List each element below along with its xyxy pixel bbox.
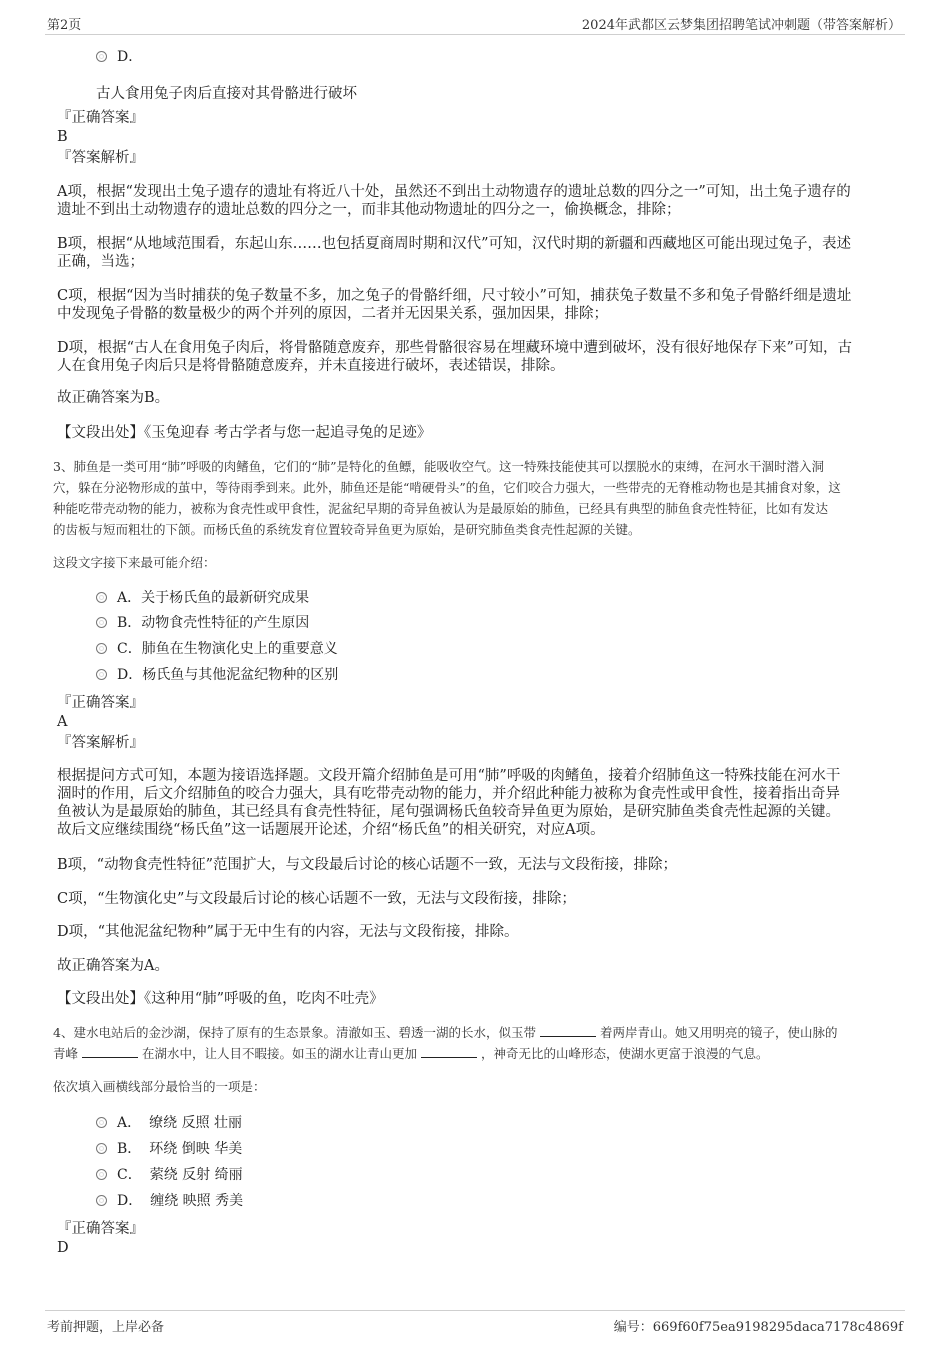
footer-slogan: 考前押题，上岸必备: [47, 1320, 165, 1335]
q3-conclusion: 故正确答案为A。: [57, 958, 169, 974]
q2-source: 【文段出处】《玉兔迎春 考古学者与您一起追寻兔的足迹》: [57, 425, 432, 441]
q3-analysis-main: 根据提问方式可知，本题为接语选择题。文段开篇介绍肺鱼是可用“肺”呼吸的肉鳍鱼，接着介绍肺鱼这一特殊技能在河水干 涸时的作用，后文介绍肺鱼的咬合力强大，具有吃带壳动物的能力，并介绍此种能力被称为食壳性或甲食性，接着指出奇异 鱼被认为是最原始的肺鱼，其已经具有食壳性特征，尾句强调杨氏鱼较奇异鱼更为原始，是研究肺鱼类食壳性起源的关键。 故后文应继续围绕“杨氏鱼”这一话题展开论述，介绍“杨氏鱼”的相关研究，对应A项。: [57, 768, 841, 838]
q4-passage: 4、建水电站后的金沙湖，保持了原有的生态景象。清澈如玉、碧透一湖的长水，似玉带 着两岸青山。她又用明亮的镜子，使山脉的 青峰 在湖水中，让人目不暇接。如玉的湖水让青山更加 ，神奇无比的山峰形态，使湖水更富于浪漫的气息。: [53, 1025, 838, 1061]
page-number: 第2页: [47, 18, 82, 33]
q3-analysis-c: C项，“生物演化史”与文段最后讨论的核心话题不一致，无法与文段衔接，排除；: [57, 891, 576, 907]
radio-icon[interactable]: [96, 1169, 107, 1180]
q4-option-c[interactable]: C． 萦绕 反射 绮丽: [96, 1166, 243, 1184]
page-header: [45, 12, 905, 35]
q3-source: 【文段出处】《这种用“肺”呼吸的鱼，吃肉不吐壳》: [57, 991, 384, 1007]
q2-analysis-d: D项，根据“古人在食用兔子肉后，将骨骼随意废弃，那些骨骼很容易在埋藏环境中遭到破坏，没有很好地保存下来”可知，古 人在食用兔子肉后只是将骨骼随意废弃，并未直接进行破坏，表述错误，排除。: [57, 340, 852, 374]
document-id: 编号：669f60f75ea9198295daca7178c4869f: [613, 1320, 903, 1335]
q3-passage: 3、肺鱼是一类可用“肺”呼吸的肉鳍鱼，它们的“肺”是特化的鱼鳔，能吸收空气。这一特殊技能使其可以摆脱水的束缚，在河水干涸时潜入洞 穴，躲在分泌物形成的茧中，等待雨季到来。此外，肺鱼还是能“啃硬骨头”的鱼，它们咬合力强大，一些带壳的无脊椎动物也是其捕食对象，这 种能吃带壳动物的能力，被称为食壳性或甲食性，泥盆纪早期的奇异鱼被认为是最原始的肺鱼，已经具有典型的肺鱼食壳性特征，比如有发达 的齿板与短而粗壮的下颌。而杨氏鱼的系统发育位置较奇异鱼更为原始，是研究肺鱼类食壳性起源的关键。: [53, 459, 841, 537]
q2-option-d-text: 古人食用兔子肉后直接对其骨骼进行破坏: [96, 86, 357, 102]
q2-correct-label: 『正确答案』: [57, 110, 144, 126]
radio-icon[interactable]: [96, 643, 107, 654]
q4-option-b[interactable]: B． 环绕 倒映 华美: [96, 1140, 242, 1158]
q2-analysis-b: B项，根据“从地域范围看，东起山东……也包括夏商周时期和汉代”可知，汉代时期的新疆和西藏地区可能出现过兔子，表述 正确，当选；: [57, 236, 851, 270]
q3-analysis-d: D项，“其他泥盆纪物种”属于无中生有的内容，无法与文段衔接，排除。: [57, 924, 519, 940]
radio-icon[interactable]: [96, 1143, 107, 1154]
q4-correct-label: 『正确答案』: [57, 1221, 144, 1237]
radio-icon[interactable]: [96, 592, 107, 603]
fill-blank-3: [421, 1045, 477, 1058]
page-footer: [45, 1310, 905, 1335]
q4-option-d[interactable]: D． 缠绕 映照 秀美: [96, 1192, 243, 1210]
q4-correct-value: D: [57, 1240, 69, 1256]
document-title: 2024年武都区云梦集团招聘笔试冲刺题（带答案解析）: [581, 18, 901, 33]
q3-question: 这段文字接下来最可能介绍：: [53, 555, 216, 570]
q2-conclusion: 故正确答案为B。: [57, 390, 170, 406]
q3-analysis-label: 『答案解析』: [57, 735, 144, 751]
q3-option-c[interactable]: C．肺鱼在生物演化史上的重要意义: [96, 640, 338, 658]
q4-option-a[interactable]: A． 缭绕 反照 壮丽: [96, 1114, 242, 1132]
q2-option-d[interactable]: D．: [96, 48, 142, 66]
q3-option-a[interactable]: A．关于杨氏鱼的最新研究成果: [96, 589, 309, 607]
q3-correct-value: A: [57, 714, 68, 730]
radio-icon[interactable]: [96, 617, 107, 628]
q2-analysis-c: C项，根据“因为当时捕获的兔子数量不多，加之兔子的骨骼纤细，尺寸较小”可知，捕获兔子数量不多和兔子骨骼纤细是遗址 中发现兔子骨骼的数量极少的两个并列的原因，二者并无因果关系，强加因果，排除；: [57, 288, 852, 322]
q4-question: 依次填入画横线部分最恰当的一项是：: [53, 1079, 266, 1094]
q2-analysis-a: A项，根据“发现出土兔子遗存的遗址有将近八十处，虽然还不到出土动物遗存的遗址总数的四分之一”可知，出土兔子遗存的 遗址不到出土动物遗存的遗址总数的四分之一，而非其他动物遗址的四分之一，偷换概念，排除；: [57, 184, 851, 218]
radio-icon[interactable]: [96, 1195, 107, 1206]
radio-icon[interactable]: [96, 669, 107, 680]
q3-analysis-b: B项，“动物食壳性特征”范围扩大，与文段最后讨论的核心话题不一致，无法与文段衔接，排除；: [57, 857, 677, 873]
q3-option-d[interactable]: D．杨氏鱼与其他泥盆纪物种的区别: [96, 666, 338, 684]
fill-blank-2: [82, 1045, 138, 1058]
radio-icon[interactable]: [96, 51, 107, 62]
q2-analysis-label: 『答案解析』: [57, 150, 144, 166]
fill-blank-1: [540, 1024, 596, 1037]
radio-icon[interactable]: [96, 1117, 107, 1128]
q3-option-b[interactable]: B．动物食壳性特征的产生原因: [96, 614, 309, 632]
q3-correct-label: 『正确答案』: [57, 695, 144, 711]
q2-correct-value: B: [57, 129, 68, 145]
